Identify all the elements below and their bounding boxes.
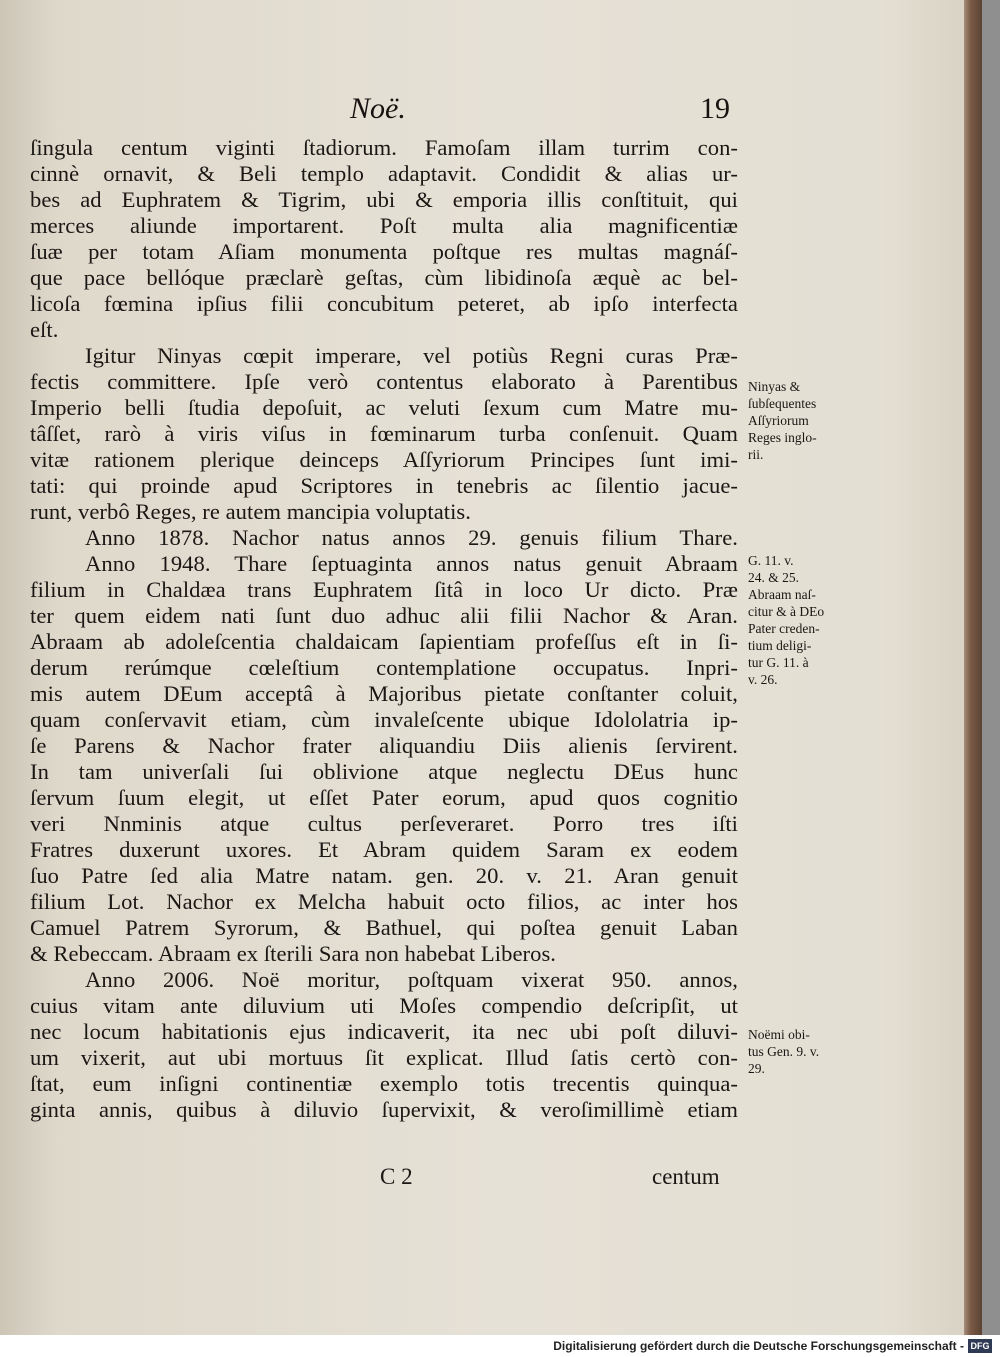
note-line: Abraam naſ- — [748, 587, 816, 602]
note-line: G. 11. v. — [748, 553, 794, 568]
text-line: ſervum ſuum elegit, ut eſſet Pater eorum, apud quos cognitio — [30, 785, 738, 810]
note-line: Pater creden- — [748, 621, 820, 636]
note-line: rii. — [748, 447, 764, 462]
text-line: tati: qui proinde apud Scriptores in tenebris ac ſilentio jacue- — [30, 473, 738, 498]
text-line: filium in Chaldæa trans Euphratem ſitâ in loco Ur dicto. Præ — [30, 577, 738, 602]
text-line: Abraam ab adoleſcentia chaldaicam ſapientiam profeſſus eſt in ſi- — [30, 629, 738, 654]
page-header — [0, 92, 982, 132]
note-line: 24. & 25. — [748, 570, 800, 585]
note-line: 29. — [748, 1061, 765, 1076]
text-line: ſingula centum viginti ſtadiorum. Famoſam illam turrim con- — [30, 135, 738, 160]
text-line: ſe Parens & Nachor frater aliquandiu Diis alienis ſervirent. — [30, 733, 738, 758]
text-line: bes ad Euphratem & Tigrim, ubi & emporia illis conſtituit, qui — [30, 187, 738, 212]
text-line: veri Nnminis atque cultus perſeveraret. Porro tres iſti — [30, 811, 738, 836]
text-line: derum rerúmque cœleſtium contemplatione occupatus. Inpri- — [30, 655, 738, 680]
text-line: ſtat, eum inſigni continentiæ exemplo totis trecentis quinqua- — [30, 1071, 738, 1096]
margin-note-ninyas — [748, 378, 817, 463]
page-edge — [964, 0, 982, 1335]
note-line: v. 26. — [748, 672, 778, 687]
note-line: Noëmi obi- — [748, 1027, 810, 1042]
text-line: cuius vitam ante diluvium uti Moſes compendio deſcripſit, ut — [30, 993, 738, 1018]
note-line: Ninyas & — [748, 379, 801, 394]
text-line: Igitur Ninyas cœpit imperare, vel potiùs Regni curas Præ- — [85, 343, 738, 368]
margin-note-abraam — [748, 552, 824, 688]
text-line: Anno 1948. Thare ſeptuaginta annos natus genuit Abraam — [85, 551, 738, 576]
text-line: Fratres duxerunt uxores. Et Abram quidem Saram ex eodem — [30, 837, 738, 862]
text-line: ter quem eidem nati ſunt duo adhuc alii filii Nachor & Aran. — [30, 603, 738, 628]
text-line: ginta annis, quibus à diluvio ſupervixit, & veroſimillimè etiam — [30, 1097, 738, 1122]
page-number: 19 — [700, 92, 730, 125]
text-line: Anno 2006. Noë moritur, poſtquam vixerat 950. annos, — [85, 967, 738, 992]
text-line: In tam univerſali ſui oblivione atque neglectu DEus hunc — [30, 759, 738, 784]
text-line: runt, verbô Reges, re autem mancipia voluptatis. — [30, 499, 471, 524]
running-title: Noë. — [350, 92, 406, 125]
note-line: Reges inglo- — [748, 430, 817, 445]
text-line: ſuæ per totam Aſiam monumenta poſtque res multas magnáſ- — [30, 239, 738, 264]
text-line: Anno 1878. Nachor natus annos 29. genuis filium Thare. — [85, 525, 738, 550]
text-line: ſuo Patre ſed alia Matre natam. gen. 20. v. 21. Aran genuit — [30, 863, 738, 888]
text-line: um vixerit, aut ubi mortuus ſit explicat. Illud ſatis certò con- — [30, 1045, 738, 1070]
text-line: fectis committere. Ipſe verò contentus elaborato à Parentibus — [30, 369, 738, 394]
dfg-logo: DFG — [968, 1339, 992, 1353]
text-line: merces aliunde importarent. Poſt multa alia magnificentiæ — [30, 213, 738, 238]
dfg-credit: Digitalisierung gefördert durch die Deutsche Forschungsgemeinschaft - — [553, 1339, 964, 1353]
signature-mark: C 2 — [380, 1164, 413, 1189]
text-line: & Rebeccam. Abraam ex ſterili Sara non habebat Liberos. — [30, 941, 556, 966]
text-line: nec locum habitationis ejus indicaverit, ita nec ubi poſt diluvi- — [30, 1019, 738, 1044]
body-text — [30, 135, 738, 1123]
digitization-footer — [0, 1335, 1000, 1357]
note-line: tus Gen. 9. v. — [748, 1044, 820, 1059]
text-line: quam conſervavit etiam, cùm invaleſcente ubique Idololatria ip- — [30, 707, 738, 732]
text-line: Camuel Patrem Syrorum, & Bathuel, qui poſtea genuit Laban — [30, 915, 738, 940]
note-line: tium deligi- — [748, 638, 812, 653]
note-line: citur & à DEo — [748, 604, 825, 619]
catchword: centum — [652, 1164, 720, 1189]
text-line: licoſa fœmina ipſius filii concubitum peteret, ab ipſo interfecta — [30, 291, 738, 316]
text-line: cinnè ornavit, & Beli templo adaptavit. Condidit & alias ur- — [30, 161, 738, 186]
text-line: vitæ rationem plerique deinceps Aſſyriorum Principes ſunt imi- — [30, 447, 738, 472]
margin-note-noe — [748, 1026, 819, 1077]
text-line: mis autem DEum acceptâ à Majoribus pietate conſtanter coluit, — [30, 681, 738, 706]
text-line: filium Lot. Nachor ex Melcha habuit octo filios, ac inter hos — [30, 889, 738, 914]
note-line: ſubſequentes — [748, 396, 817, 411]
text-line: eſt. — [30, 317, 59, 342]
text-line: Imperio belli ſtudia depoſuit, ac veluti ſexum cum Matre mu- — [30, 395, 738, 420]
note-line: Aſſyriorum — [748, 413, 809, 428]
note-line: tur G. 11. à — [748, 655, 809, 670]
text-line: que pace bellóque præclarè geſtas, cùm libidinoſa æquè ac bel- — [30, 265, 738, 290]
text-line: tâſſet, rarò à viris viſus in fœminarum turba conſenuit. Quam — [30, 421, 738, 446]
